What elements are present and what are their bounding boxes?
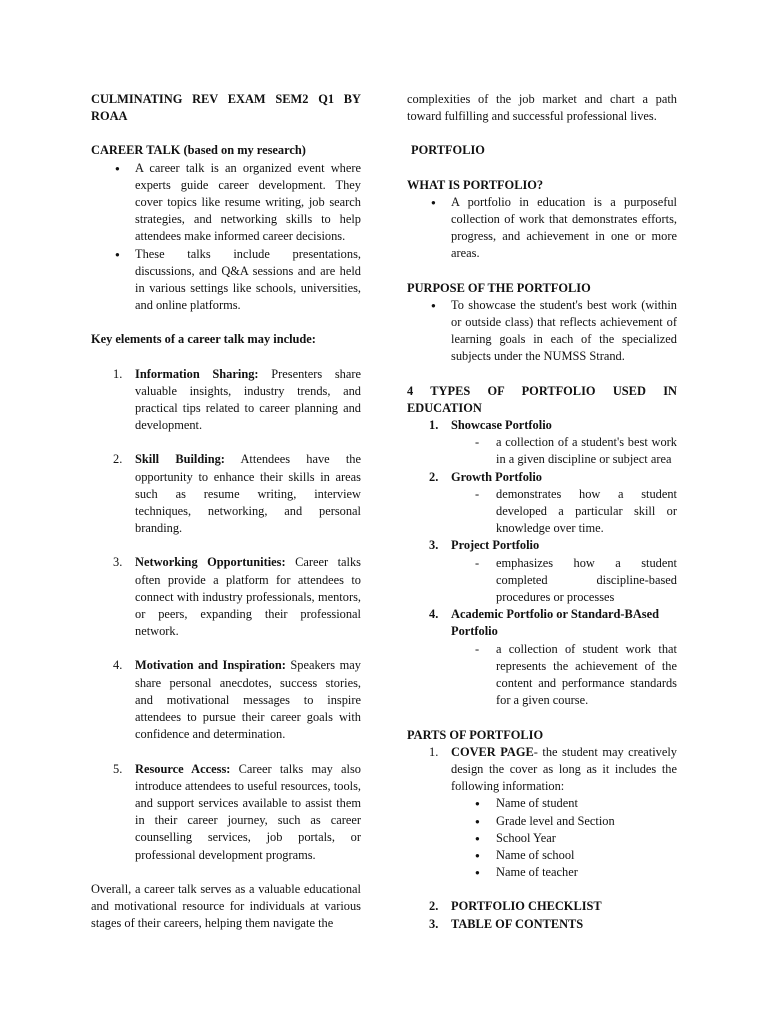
item-number: 1. [429,418,439,433]
parts-list [407,744,677,796]
overall-paragraph: Overall, a career talk serves as a valuable educational and motivational resource for individuals at various stages of their careers, helping them navigate the [91,881,361,931]
purpose-list [407,297,677,366]
cover-page-text: - the student may creatively design the cover as long as it includes the following information: [451,744,677,794]
type-description: - emphasizes how a student completed discipline-based procedures or processes [475,555,677,605]
portfolio-heading: PORTFOLIO [411,143,485,158]
types-list [407,606,677,640]
type-name: Showcase Portfolio [451,418,552,433]
left-column [91,91,361,932]
item-term: Motivation and Inspiration: [135,658,286,673]
document-title: CULMINATING REV EXAM SEM2 Q1 BY ROAA [91,92,361,124]
type-description: - demonstrates how a student developed a particular skill or knowledge over time. [475,486,677,536]
item-number: 1. [429,744,439,759]
type-name: Growth Portfolio [451,469,542,484]
type-item [407,537,677,554]
career-talk-heading: CAREER TALK (based on my research) [91,143,306,158]
type-item [407,606,677,640]
item-number: 4. [429,607,439,622]
purpose-heading: PURPOSE OF THE PORTFOLIO [407,280,591,295]
type-item [407,417,677,434]
item-number: 3. [429,538,439,553]
parts-heading: PARTS OF PORTFOLIO [407,727,544,742]
item-number: 2. [429,469,439,484]
parts-list [407,898,677,932]
list-item: ● Grade level and Section [407,813,677,830]
item-text: Speakers may share personal anecdotes, success stories, and motivational messages to inspire attendees to pursue their career goals with confidence and determination. [135,658,361,742]
types-list [407,537,677,554]
type-name: Academic Portfolio or Standard-BAsed Portfolio [451,607,659,639]
type-name: Project Portfolio [451,538,540,553]
cover-info-list [407,795,677,881]
right-column [407,91,677,933]
key-element-item [91,761,361,864]
list-item: ● Name of teacher [407,864,677,881]
type-description: - a collection of student work that represents the achievement of the content and performance standards for a given course. [475,641,677,708]
item-number: 2. [113,452,123,467]
types-list [407,417,677,434]
part-item [407,744,677,796]
list-item: ● Name of student [407,795,677,812]
item-number: 3. [113,555,123,570]
part-item [407,898,677,915]
list-item: ● To showcase the student's best work (within or outside class) that reflects achievement of learning goals in each of the specialized subjects under the NUMSS Strand. [407,297,677,366]
item-term: Networking Opportunities: [135,555,286,570]
part-item [407,916,677,933]
key-elements-heading: Key elements of a career talk may include: [91,332,316,347]
continuation-paragraph: complexities of the job market and chart a path toward fulfilling and successful professional lives. [407,92,677,124]
key-elements-list [91,366,361,864]
what-is-list [407,194,677,263]
key-element-item [91,366,361,435]
item-number: 2. [429,899,439,914]
key-element-item [91,451,361,537]
what-is-heading: WHAT IS PORTFOLIO? [407,177,544,192]
types-heading: 4 TYPES OF PORTFOLIO USED IN EDUCATION [407,383,677,415]
type-description: - a collection of a student's best work in a given discipline or subject area [475,435,677,467]
career-talk-list [91,160,361,315]
cover-page-term: COVER PAGE [451,744,534,759]
key-element-item [91,657,361,743]
item-number: 3. [429,916,439,931]
list-item: ● A career talk is an organized event where experts guide career development. They cover topics like resume writing, job search strategies, and networking skills to help attendees make informed career decisions. [91,160,361,246]
item-text: Presenters share valuable insights, industry trends, and practical tips related to career planning and development. [135,366,362,433]
list-item: ● A portfolio in education is a purposeful collection of work that demonstrates efforts, progress, and achievement in one or more areas. [407,194,677,263]
item-text: Career talks often provide a platform for attendees to connect with industry professionals, mentors, or peers, expanding their professional network. [135,555,361,639]
table-of-contents: TABLE OF CONTENTS [451,916,584,931]
types-list [407,469,677,486]
item-term: Resource Access: [135,761,231,776]
item-term: Information Sharing: [135,366,259,381]
item-number: 4. [113,658,123,673]
list-item: ● These talks include presentations, discussions, and Q&A sessions and are held in various settings like schools, universities, and online platforms. [91,246,361,315]
list-item: ● School Year [407,830,677,847]
key-element-item [91,554,361,640]
type-item [407,469,677,486]
item-text: Attendees have the opportunity to enhance their skills in areas such as resume writing, interview techniques, networking, and personal branding. [135,452,362,536]
portfolio-checklist: PORTFOLIO CHECKLIST [451,899,602,914]
item-term: Skill Building: [135,452,225,467]
item-number: 5. [113,761,123,776]
item-text: Career talks may also introduce attendees to useful resources, tools, and support services available to assist them in their career journey, such as career counselling services, job portals, or professional development programs. [135,761,361,862]
list-item: ● Name of school [407,847,677,864]
item-number: 1. [113,366,123,381]
